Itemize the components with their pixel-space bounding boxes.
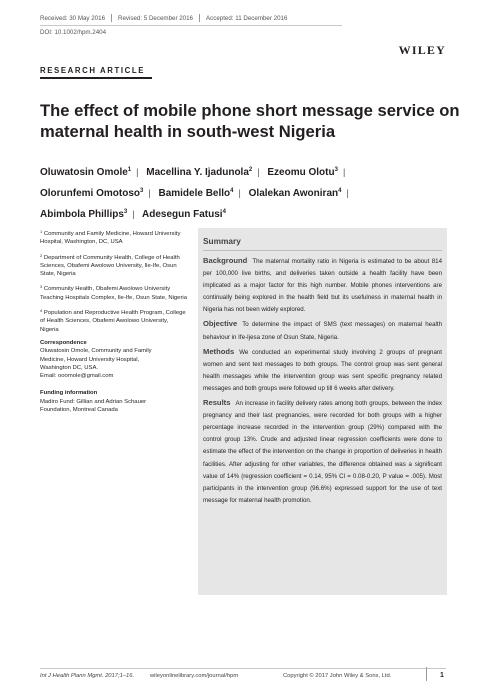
header-rule bbox=[40, 25, 342, 26]
summary-objective: Objective To determine the impact of SMS (text messages) on maternal health behaviour in Ife-Ijesa zone of Osun State, Nigeria. bbox=[203, 319, 442, 341]
footer-rule bbox=[40, 668, 446, 669]
publication-dates bbox=[40, 14, 460, 22]
correspondence-line: Washington DC, USA. bbox=[40, 364, 99, 371]
accepted-date: Accepted: 11 December 2016 bbox=[206, 14, 288, 22]
affiliation: $^3$ Community Health, Obafemi Awolowo University Teaching Hospitals Complex, Ile-Ife, Osun State, Nigeria bbox=[40, 284, 188, 301]
correspondence bbox=[40, 339, 188, 380]
summary-background: Background The maternal mortality ratio in Nigeria is estimated to be about 814 per 100,000 live births, and deliveries taken outside a health facility have been implicated as a major factor for this high number. Mobile phones interventions are continually being explored in the health field but its usefulness in maternal health in Nigeria has not been widely explored. bbox=[203, 256, 442, 314]
date-divider bbox=[199, 14, 200, 22]
date-divider bbox=[111, 14, 112, 22]
article-type-rule bbox=[40, 77, 152, 79]
correspondence-line: Oluwatosin Omole, Community and Family bbox=[40, 348, 152, 355]
author[interactable]: Adesegun Fatusi$^4$ bbox=[142, 209, 226, 220]
author-list: Oluwatosin Omole$^1$ | Macellina Y. Ijadunola$^2$ | Ezeomu Olotu$^3$ | Olorunfemi Omotoso$^3$ | Bamidele Bello$^4$ | Olalekan Awoniran$^4$ | Abimbola Phillips$^3$ | Adesegun Fatusi$^4$ bbox=[40, 167, 349, 220]
correspondence-line: Medicine, Howard University Hospital, bbox=[40, 356, 140, 363]
funding-line: Foundation, Montreal Canada bbox=[40, 407, 118, 414]
journal-url[interactable]: wileyonlinelibrary.com/journal/hpm bbox=[150, 673, 239, 679]
author[interactable]: Macellina Y. Ijadunola$^2$ bbox=[146, 167, 253, 178]
author[interactable]: Ezeomu Olotu$^3$ bbox=[267, 167, 338, 178]
author[interactable]: Olorunfemi Omotoso$^3$ bbox=[40, 188, 144, 199]
author[interactable]: Olalekan Awoniran$^4$ bbox=[248, 188, 342, 199]
funding-heading: Funding information bbox=[40, 390, 98, 397]
publisher-logo: WILEY bbox=[398, 43, 446, 57]
page-footer bbox=[40, 673, 446, 679]
journal-citation: Int J Health Plann Mgmt. 2017;1–16. bbox=[40, 673, 135, 679]
author-info-column bbox=[40, 228, 188, 423]
summary-heading: Summary bbox=[203, 236, 442, 251]
correspondence-heading: Correspondence bbox=[40, 339, 87, 346]
affiliation: $^1$ Community and Family Medicine, Howard University Hospital, Washington, DC, USA bbox=[40, 229, 181, 246]
doi[interactable]: DOI: 10.1002/hpm.2404 bbox=[40, 29, 107, 36]
funding-line: Madiro Fund: Gillian and Adrian Schauer bbox=[40, 398, 147, 405]
summary-results: Results An increase in facility delivery rates among both groups, between the index pregnancy and their last pregnancies, were recorded for both groups with a higher percentage increase recorded in the intervention group (29%) compared with the control group 13%. Crude and adjusted linear regression coefficients were done to estimate the effect of the intervention on the change in proportion of deliveries in health facilities. After adjusting for other variables, the difference obtained was a significant value of 14% (regression coefficient = 0.14, 95% CI = 0.08-0.20, P value = .005). Most participants in the intervention group (96.6%) expressed support for the use of text message for maternal health promotion. bbox=[203, 398, 442, 504]
article-type: RESEARCH ARTICLE bbox=[40, 66, 146, 75]
correspondence-email[interactable]: Email: ooomole@gmail.com bbox=[40, 373, 114, 380]
summary-methods: Methods We conducted an experimental study involving 2 groups of pregnant women and sent text messages to both groups. The control group was sent general health messages while the intervention group was sent specific pregnancy related messages and both groups were followed up till 6 weeks after delivery. bbox=[203, 346, 442, 392]
author[interactable]: Oluwatosin Omole$^1$ bbox=[40, 167, 132, 178]
revised-date: Revised: 5 December 2016 bbox=[118, 14, 193, 22]
copyright: Copyright © 2017 John Wiley & Sons, Ltd. bbox=[283, 673, 392, 679]
received-date: Received: 30 May 2016 bbox=[40, 14, 106, 22]
summary-box bbox=[198, 228, 447, 595]
article-title: The effect of mobile phone short message service on maternal health in south-west Nigeria bbox=[40, 101, 460, 141]
affiliation: $^4$ Population and Reproductive Health Program, College of Health Sciences, Obafemi Awolowo University, Nigeria bbox=[40, 308, 186, 333]
page-number: 1 bbox=[440, 672, 444, 679]
affiliation: $^2$ Department of Community Health, College of Health Sciences, Obafemi Awolowo University, Ile-Ife, Osun State, Nigeria bbox=[40, 252, 180, 278]
funding bbox=[40, 389, 188, 414]
author[interactable]: Abimbola Phillips$^3$ bbox=[40, 209, 128, 220]
author[interactable]: Bamidele Bello$^4$ bbox=[158, 188, 234, 199]
footer-divider bbox=[426, 667, 427, 681]
